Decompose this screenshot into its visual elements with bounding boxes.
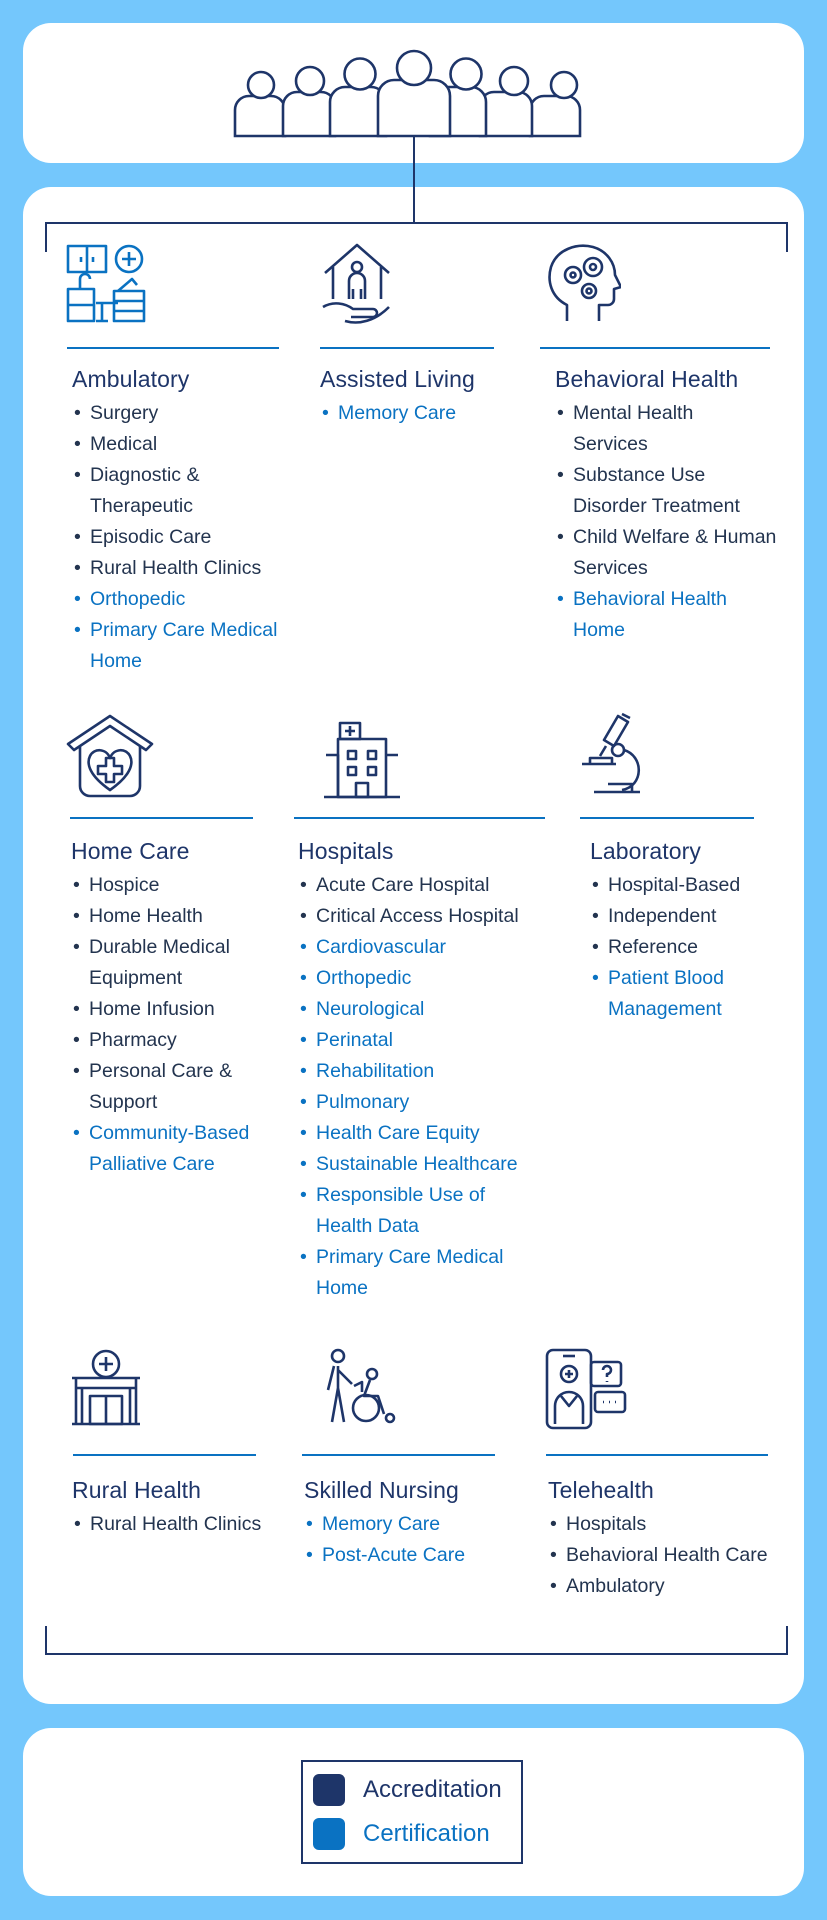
list-item: • Personal Care & Support [71, 1056, 286, 1118]
category-telehealth [548, 1475, 798, 1602]
category-home-care [71, 836, 286, 1180]
program-list [72, 1509, 302, 1540]
program-list [590, 870, 790, 1025]
list-item: • Rural Health Clinics [72, 1509, 302, 1540]
list-item: • Diagnostic & Therapeutic [72, 460, 302, 522]
list-item: • Primary Care Medical Home [72, 615, 302, 677]
home-care-icon [66, 714, 154, 798]
list-item: • Health Care Equity [298, 1118, 548, 1149]
list-item: • Rehabilitation [298, 1056, 548, 1087]
program-list [71, 870, 286, 1180]
list-item: • Surgery [72, 398, 302, 429]
rural-health-icon [70, 1348, 142, 1426]
list-item: • Memory Care [320, 398, 520, 429]
category-title: Rural Health [72, 1477, 202, 1503]
category-ambulatory [72, 364, 302, 677]
list-item: • Rural Health Clinics [72, 553, 302, 584]
category-assisted-living [320, 364, 520, 429]
program-list [72, 398, 302, 677]
list-item: • Post-Acute Care [304, 1540, 534, 1571]
group-of-people-icon [230, 48, 600, 138]
category-rural-health [72, 1475, 302, 1540]
list-item: • Home Infusion [71, 994, 286, 1025]
category-title: Telehealth [548, 1477, 654, 1503]
category-title: Home Care [71, 838, 190, 864]
list-item: • Ambulatory [548, 1571, 798, 1602]
assisted-living-icon [321, 241, 393, 325]
list-item: • Pulmonary [298, 1087, 548, 1118]
category-title: Ambulatory [72, 366, 190, 392]
list-item: • Orthopedic [298, 963, 548, 994]
program-list [304, 1509, 534, 1571]
list-item: • Acute Care Hospital [298, 870, 548, 901]
list-item: • Hospitals [548, 1509, 798, 1540]
list-item: • Medical [72, 429, 302, 460]
category-title: Behavioral Health [555, 366, 739, 392]
hospital-icon [322, 721, 402, 799]
legend-item-certification [313, 1818, 490, 1850]
list-item: • Orthopedic [72, 584, 302, 615]
category-title: Assisted Living [320, 366, 475, 392]
legend-label: Accreditation [363, 1776, 502, 1803]
list-item: • Behavioral Health Care [548, 1540, 798, 1571]
legend [301, 1760, 523, 1864]
behavioral-health-icon [545, 241, 621, 325]
list-item: • Primary Care Medical Home [298, 1242, 536, 1304]
program-list [298, 870, 548, 1304]
legend-item-accreditation [313, 1774, 502, 1806]
legend-swatch-accreditation [313, 1774, 345, 1806]
list-item: • Home Health [71, 901, 286, 932]
list-item: • Responsible Use of Health Data [298, 1180, 526, 1242]
list-item: • Reference [590, 932, 790, 963]
category-title: Hospitals [298, 838, 394, 864]
category-hospitals [298, 836, 548, 1304]
list-item: • Sustainable Healthcare [298, 1149, 548, 1180]
microscope-icon [578, 712, 650, 798]
category-behavioral-health [555, 364, 805, 646]
list-item: • Pharmacy [71, 1025, 286, 1056]
program-list [320, 398, 520, 429]
list-item: • Substance Use Disorder Treatment [555, 460, 773, 522]
list-item: • Hospital-Based [590, 870, 790, 901]
ambulatory-icon [66, 243, 148, 323]
legend-label: Certification [363, 1820, 490, 1847]
list-item: • Durable Medical Equipment [71, 932, 286, 994]
list-item: • Episodic Care [72, 522, 302, 553]
list-item: • Patient Blood Management [590, 963, 768, 1025]
list-item: • Perinatal [298, 1025, 548, 1056]
program-list [555, 398, 805, 646]
list-item: • Child Welfare & Human Services [555, 522, 813, 584]
list-item: • Independent [590, 901, 790, 932]
category-title: Skilled Nursing [304, 1477, 459, 1503]
list-item: • Hospice [71, 870, 286, 901]
list-item: • Memory Care [304, 1509, 534, 1540]
category-title: Laboratory [590, 838, 701, 864]
list-item: • Mental Health Services [555, 398, 723, 460]
category-skilled-nursing [304, 1475, 534, 1571]
list-item: • Community-Based Palliative Care [71, 1118, 286, 1180]
telehealth-icon [545, 1348, 627, 1430]
list-item: • Critical Access Hospital [298, 901, 548, 932]
category-laboratory [590, 836, 790, 1025]
list-item: • Cardiovascular [298, 932, 548, 963]
list-item: • Behavioral Health Home [555, 584, 763, 646]
list-item: • Neurological [298, 994, 548, 1025]
legend-swatch-certification [313, 1818, 345, 1850]
skilled-nursing-icon [322, 1348, 398, 1424]
program-list [548, 1509, 798, 1602]
